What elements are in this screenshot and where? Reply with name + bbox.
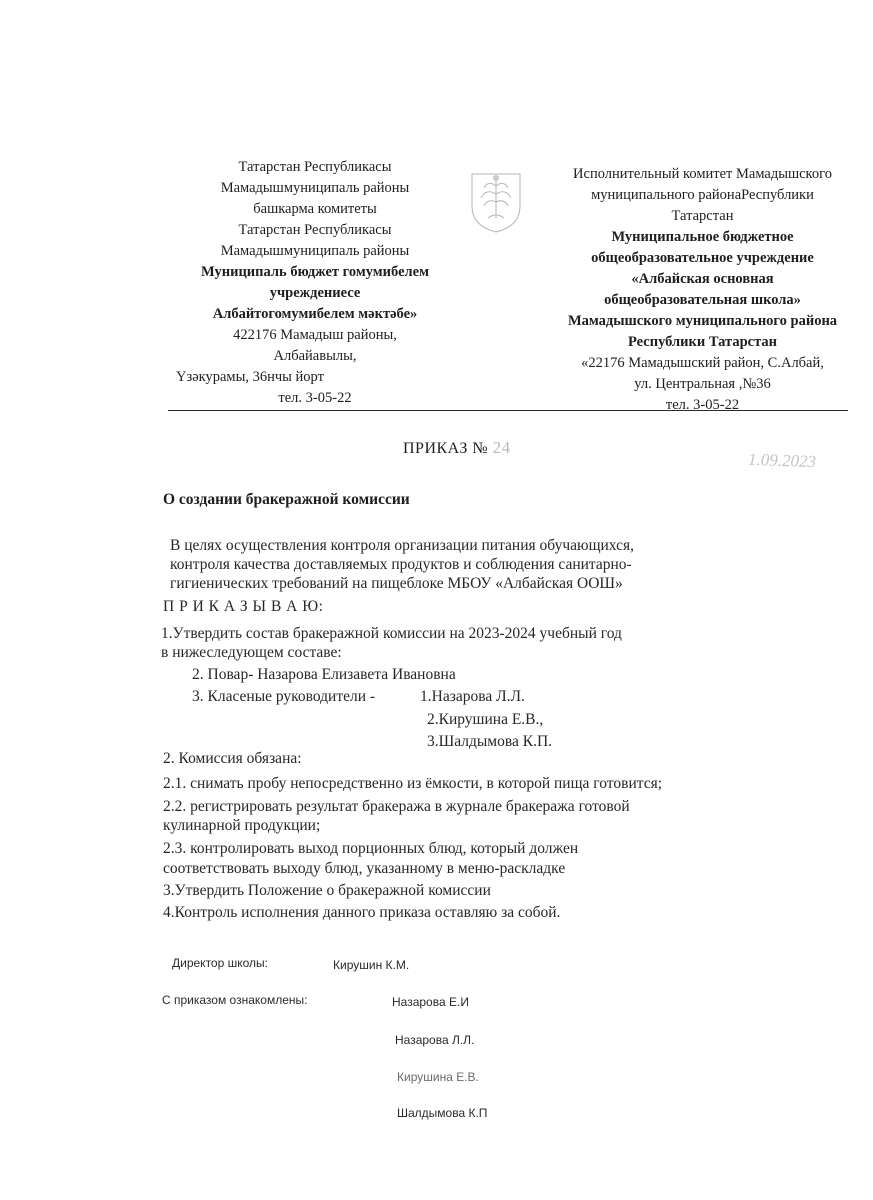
member-teacher: 1.Назарова Л.Л. [420,688,525,705]
duties-heading: 2. Комиссия обязана: [163,750,302,767]
acquainted-name: Кирушина Е.В. [397,1070,479,1084]
header-left-phone: тел. 3-05-22 [278,390,352,406]
header-right-line: Исполнительный комитет Мамадышского [573,166,832,182]
header-left-address: Албайавылы, [273,348,357,364]
acquainted-label: С приказом ознакомлены: [162,993,308,1007]
intro-line: гигиенических требований на пищеблоке МБОУ «Албайская ООШ» [170,575,623,592]
header-right-org: Муниципальное бюджетное [611,229,794,245]
intro-line: В целях осуществления контроля организации питания обучающихся, [170,537,634,554]
header-right-org: «Албайская основная [631,271,774,287]
header-right-line: муниципального районаРеспублики [591,187,814,203]
header-right-address: «22176 Мамадышский район, С.Албай, [581,355,824,371]
header-left-org: учреждениесе [269,285,361,301]
header-left [150,157,480,409]
item-1-line: в нижеследующем составе: [161,644,342,661]
header-right-org: Республики Татарстан [628,334,777,350]
decree-word: П Р И К А З Ы В А Ю: [163,598,324,615]
order-date: 1.09.2023 [747,449,817,472]
header-left-org: Албайтогомумибелем мәктәбе» [212,306,418,322]
header-right-org: Мамадышского муниципального района [567,313,838,329]
header-right-address: ул. Центральная ,№36 [634,376,771,392]
intro-paragraph [170,536,634,593]
order-title-label: ПРИКАЗ № [403,440,489,457]
header-left-line: башкарма комитеты [253,201,377,217]
order-title [403,438,511,458]
header-left-address: 422176 Мамадыш районы, [233,327,397,343]
order-subject: О создании бракеражной комиссии [163,491,410,508]
members-teachers-label: 3. Класеные руководители - [192,688,376,705]
item-4: 4.Контроль исполнения данного приказа оставляю за собой. [163,904,561,921]
item-1-line: 1.Утвердить состав бракеражной комиссии на 2023-2024 учебный год [161,625,622,642]
header-left-line: Мамадышмуниципаль районы [220,243,410,259]
duty-item: 2.3. контролировать выход порционных блюд, который должен [163,840,579,857]
order-number: 24 [492,438,511,457]
intro-line: контроля качества доставляемых продуктов и соблюдения санитарно- [170,556,632,573]
member-teacher: 3.Шалдымова К.П. [427,733,553,750]
duty-item: 2.2. регистрировать результат бракеража в журнале бракеража готовой [163,798,630,815]
header-left-line: Татарстан Республикасы [238,222,392,238]
header-left-line: Мамадышмуниципаль районы [220,180,410,196]
acquainted-name: Шалдымова К.П [397,1106,488,1120]
coat-of-arms-emblem [466,166,526,236]
member-cook: 2. Повар- Назарова Елизавета Ивановна [192,666,456,683]
duty-item: кулинарной продукции; [163,817,321,834]
header-right-phone: тел. 3-05-22 [665,397,740,413]
header-left-org: Муниципаль бюджет гомумибелем [201,264,429,280]
header-right-line: Татарстан [671,208,734,224]
header-divider [168,410,848,411]
item-1 [161,624,622,662]
header-left-line: Татарстан Республикасы [238,159,392,175]
member-teacher: 2.Кирушина Е.В., [427,711,544,728]
director-label: Директор школы: [172,956,268,970]
header-right-org: общеобразовательное учреждение [591,250,814,266]
acquainted-name: Назарова Л.Л. [395,1033,475,1047]
duty-item: соответствовать выходу блюд, указанному в меню-раскладке [163,860,566,877]
acquainted-name: Назарова Е.И [392,995,469,1009]
item-3: 3.Утвердить Положение о бракеражной комиссии [163,882,491,899]
header-right [540,164,865,416]
duty-item: 2.1. снимать пробу непосредственно из ёмкости, в которой пища готовится; [163,775,663,792]
header-left-address: Үзәкурамы, 36нчы йорт [176,369,324,385]
header-right-org: общеобразовательная школа» [604,292,801,308]
director-name: Кирушин К.М. [333,958,410,972]
